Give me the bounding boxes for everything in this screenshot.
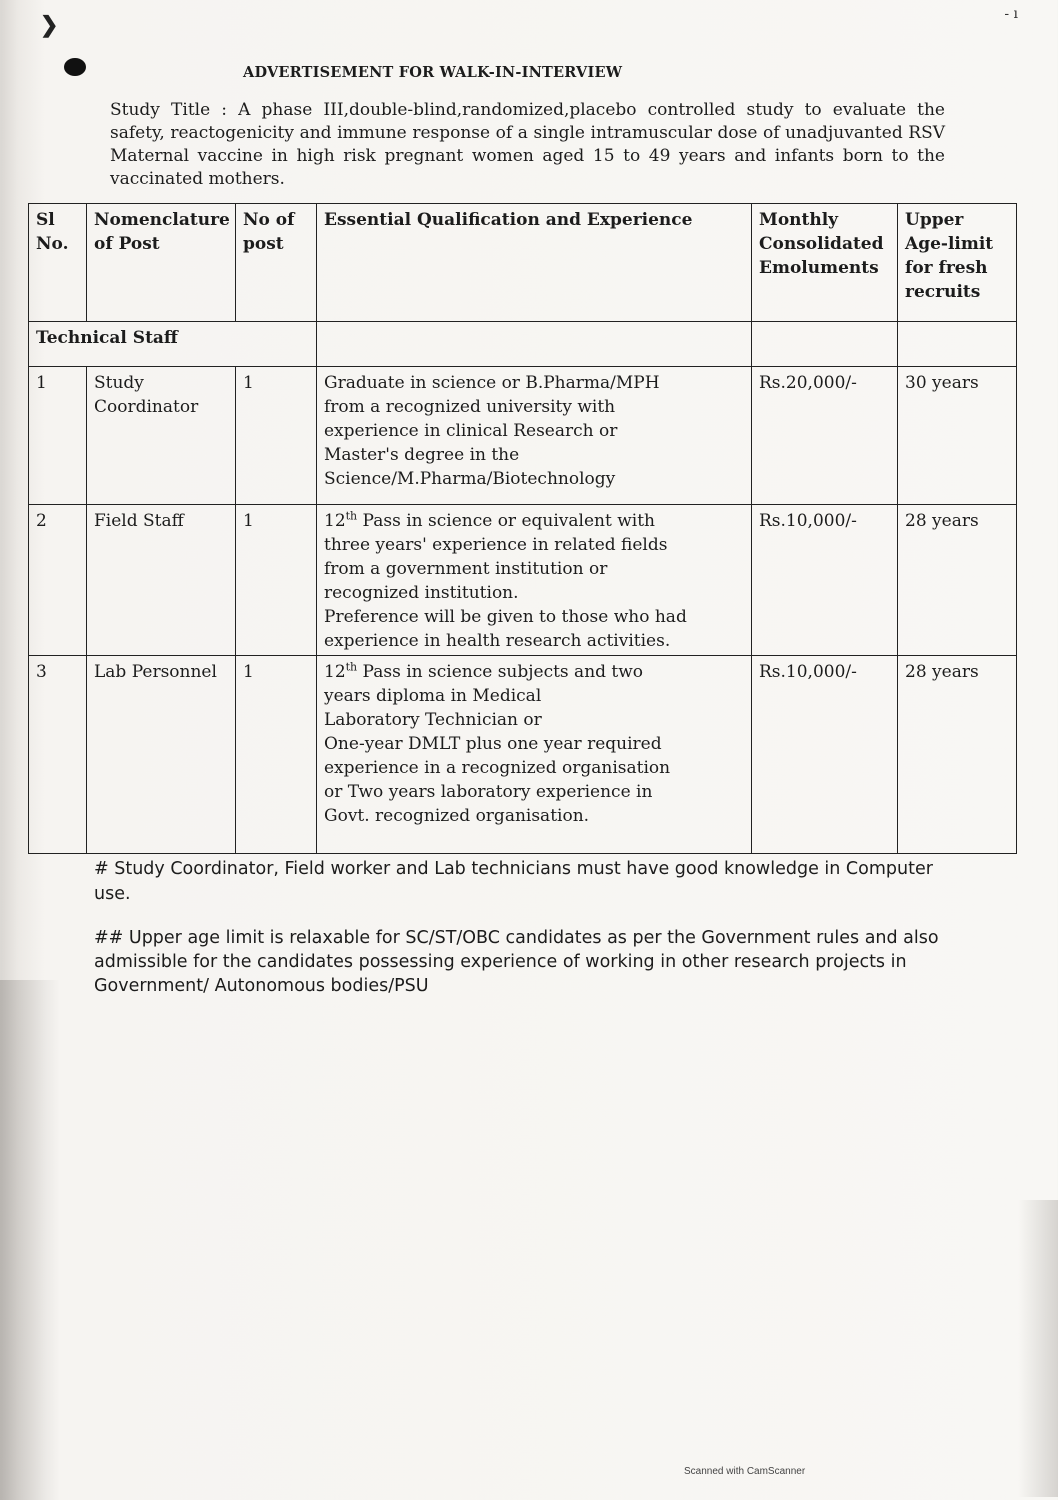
qual-line [324,660,744,684]
qual-line: Science/M.Pharma/Biotechnology [324,469,616,489]
empty-cell [752,322,898,367]
corner-mark-icon: - ı [1004,6,1018,22]
qual-line: experience in a recognized organisation [324,758,671,778]
page-edge-shadow [0,980,60,1500]
empty-cell [898,322,1017,367]
section-row [29,322,1017,367]
qual-line: from a recognized university with [324,397,616,417]
qual-line: years diploma in Medical [324,686,542,706]
qual-line: three years' experience in related fields [324,535,668,555]
scanner-watermark: Scanned with CamScanner [684,1466,806,1477]
row-emoluments: Rs.10,000/- [752,505,898,656]
scan-mark-icon: ❯ [40,12,59,38]
qual-line: Graduate in science or B.Pharma/MPH [324,373,660,393]
table-row [29,656,1017,854]
qual-line: or Two years laboratory experience in [324,782,653,802]
header-sl: Sl No. [29,204,87,322]
row-sl: 3 [29,656,87,854]
qual-line: experience in clinical Research or [324,421,618,441]
row-age-limit: 30 years [898,367,1017,505]
qual-line: experience in health research activities. [324,631,671,651]
row-num: 1 [236,367,317,505]
qual-first: Pass in science or equivalent with [357,511,655,531]
page-title: ADVERTISEMENT FOR WALK-IN-INTERVIEW [243,64,623,81]
qual-prefix: 12 [324,662,346,682]
header-age-limit: Upper Age-limit for fresh recruits [898,204,1017,322]
vacancy-table [28,203,1017,854]
qual-line: from a government institution or [324,559,608,579]
section-label: Technical Staff [29,322,317,367]
header-post: Nomenclature of Post [87,204,236,322]
qual-prefix: 12 [324,511,346,531]
row-age-limit: 28 years [898,656,1017,854]
footnote-computer-knowledge: # Study Coordinator, Field worker and Lab technicians must have good knowledge in Computer use. [94,859,933,904]
page-edge-shadow-right [1018,1200,1058,1497]
row-post: Field Staff [87,505,236,656]
row-emoluments: Rs.20,000/- [752,367,898,505]
row-emoluments: Rs.10,000/- [752,656,898,854]
qual-line: recognized institution. [324,583,519,603]
qual-sup: th [345,509,358,523]
row-post: Study Coordinator [87,367,236,505]
table-row [29,367,1017,505]
row-qualification [317,656,752,854]
empty-cell [317,322,752,367]
row-qualification [317,367,752,505]
qual-line [324,509,744,533]
row-sl: 2 [29,505,87,656]
row-post: Lab Personnel [87,656,236,854]
header-emoluments: Monthly Consolidated Emoluments [752,204,898,322]
table-row [29,505,1017,656]
header-qualification: Essential Qualification and Experience [317,204,752,322]
row-sl: 1 [29,367,87,505]
row-qualification [317,505,752,656]
qual-sup: th [345,660,358,674]
row-num: 1 [236,505,317,656]
row-age-limit: 28 years [898,505,1017,656]
study-title: Study Title : A phase III,double-blind,randomized,placebo controlled study to evaluate the safety, reactogenicity and immune response of a single intramuscular dose of unadjuvanted RSV Maternal vaccine in high risk pregnant women aged 15 to 49 years and infants born to the vaccinated mothers. [110,100,945,189]
header-num: No of post [236,204,317,322]
qual-line: Preference will be given to those who had [324,607,687,627]
qual-line: Govt. recognized organisation. [324,806,590,826]
qual-line: Laboratory Technician or [324,710,542,730]
qual-line: Master's degree in the [324,445,520,465]
row-num: 1 [236,656,317,854]
table-header-row [29,204,1017,322]
punch-hole-icon [64,58,86,76]
qual-line: One-year DMLT plus one year required [324,734,662,754]
footnote-age-relaxation: ## Upper age limit is relaxable for SC/ST/OBC candidates as per the Government rules and also admissible for the candidates possessing experience of working in other research projects in Government/ Autonomous bodies/PSU [94,928,939,996]
qual-first: Pass in science subjects and two [357,662,644,682]
